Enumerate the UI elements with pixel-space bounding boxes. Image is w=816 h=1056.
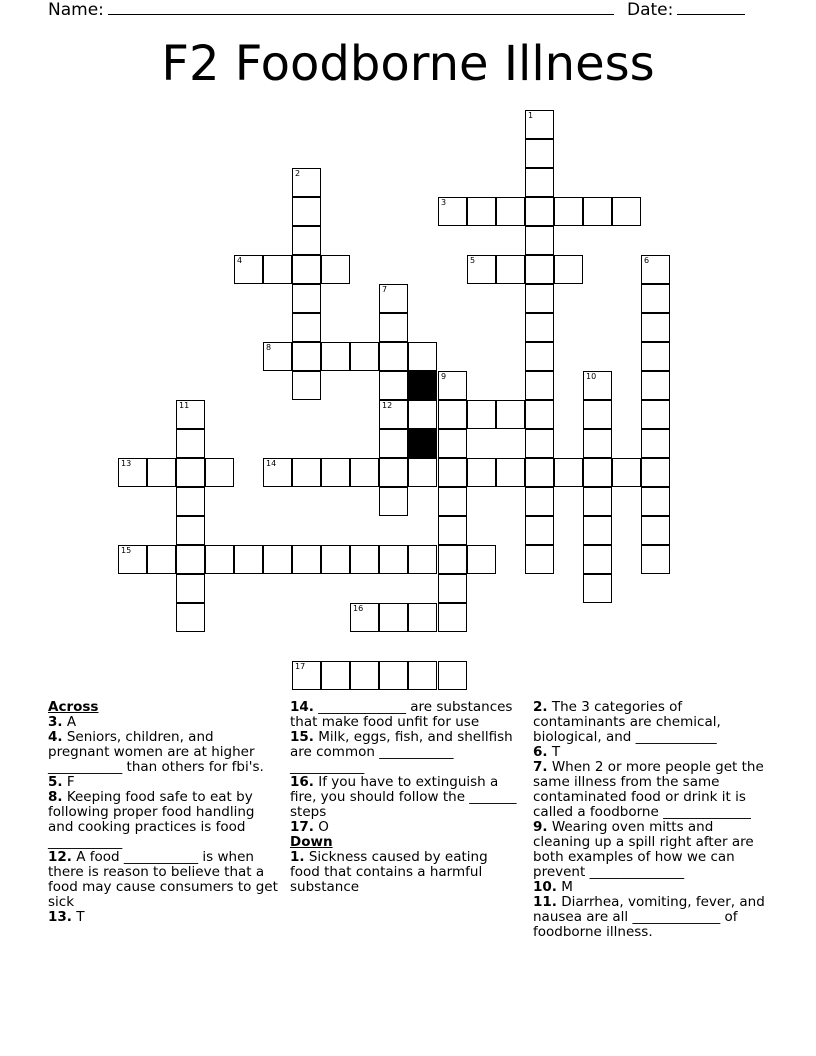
grid-cell[interactable] [292, 313, 321, 342]
grid-cell[interactable] [379, 284, 408, 313]
grid-cell[interactable] [263, 458, 292, 487]
grid-cell[interactable] [554, 255, 583, 284]
clue-number: 10. [533, 879, 557, 895]
grid-cell[interactable] [467, 400, 496, 429]
cell-number: 8 [266, 343, 272, 352]
grid-cell[interactable] [350, 458, 379, 487]
grid-cell[interactable] [525, 139, 554, 168]
cell-number: 3 [441, 198, 447, 207]
grid-cell[interactable] [176, 458, 205, 487]
grid-cell[interactable] [292, 545, 321, 574]
grid-cell[interactable] [292, 661, 321, 690]
grid-cell[interactable] [583, 400, 612, 429]
grid-cell[interactable] [496, 255, 525, 284]
grid-cell[interactable] [641, 342, 670, 371]
black-cell [408, 429, 437, 458]
grid-cell[interactable] [292, 255, 321, 284]
grid-cell[interactable] [467, 255, 496, 284]
grid-cell[interactable] [408, 342, 437, 371]
clue-number: 2. [533, 699, 548, 715]
clue-text: F [62, 774, 75, 790]
clue-text: Keeping food safe to eat by following proper food handling and cooking practices is food ___________ [48, 789, 255, 850]
grid-cell[interactable] [641, 255, 670, 284]
grid-cell[interactable] [321, 661, 350, 690]
grid-cell[interactable] [292, 284, 321, 313]
grid-cell[interactable] [525, 342, 554, 371]
grid-cell[interactable] [641, 284, 670, 313]
clue-item [48, 715, 278, 730]
clue-text: T [547, 744, 561, 760]
grid-cell[interactable] [525, 458, 554, 487]
grid-cell[interactable] [408, 400, 437, 429]
clue-number: 4. [48, 729, 63, 745]
grid-cell[interactable] [234, 255, 263, 284]
grid-cell[interactable] [438, 458, 467, 487]
clue-text: When 2 or more people get the same illness from the same contaminated food or drink it is called a foodborne _____________ [533, 759, 764, 820]
name-label: Name: [48, 0, 104, 20]
clue-item [533, 895, 773, 940]
grid-cell[interactable] [641, 458, 670, 487]
grid-cell[interactable] [292, 168, 321, 197]
cell-number: 7 [382, 285, 388, 294]
grid-cell[interactable] [379, 458, 408, 487]
grid-cell[interactable] [641, 400, 670, 429]
clue-text: _____________ are substances that make food unfit for use [290, 699, 513, 730]
clue-text: Sickness caused by eating food that contains a harmful substance [290, 849, 488, 895]
clue-number: 8. [48, 789, 63, 805]
grid-cell[interactable] [147, 545, 176, 574]
clue-item [290, 730, 520, 775]
grid-cell[interactable] [438, 661, 467, 690]
grid-cell[interactable] [379, 603, 408, 632]
grid-cell[interactable] [525, 284, 554, 313]
clue-text: O [313, 819, 329, 835]
grid-cell[interactable] [641, 313, 670, 342]
cell-number: 11 [179, 401, 190, 410]
grid-cell[interactable] [496, 458, 525, 487]
grid-cell[interactable] [379, 545, 408, 574]
grid-cell[interactable] [525, 371, 554, 400]
clue-number: 13. [48, 909, 72, 925]
grid-cell[interactable] [379, 371, 408, 400]
clue-number: 15. [290, 729, 314, 745]
across-clue-list [48, 715, 278, 925]
grid-cell[interactable] [350, 342, 379, 371]
clue-item [533, 760, 773, 820]
clues-column-2 [290, 700, 520, 895]
grid-cell[interactable] [525, 313, 554, 342]
grid-cell[interactable] [408, 603, 437, 632]
grid-cell[interactable] [263, 255, 292, 284]
grid-cell[interactable] [379, 661, 408, 690]
clue-number: 14. [290, 699, 314, 715]
grid-cell[interactable] [438, 574, 467, 603]
clue-text: If you have to extinguish a fire, you should follow the _______ steps [290, 774, 517, 820]
grid-cell[interactable] [118, 458, 147, 487]
grid-cell[interactable] [379, 487, 408, 516]
grid-cell[interactable] [583, 197, 612, 226]
clue-text: T [71, 909, 85, 925]
grid-cell[interactable] [292, 371, 321, 400]
grid-cell[interactable] [583, 429, 612, 458]
grid-cell[interactable] [525, 255, 554, 284]
across-clue-list-continued [290, 700, 520, 835]
grid-cell[interactable] [525, 226, 554, 255]
grid-cell[interactable] [554, 458, 583, 487]
grid-cell[interactable] [205, 458, 234, 487]
clue-number: 5. [48, 774, 63, 790]
cell-number: 9 [441, 372, 447, 381]
grid-cell[interactable] [641, 429, 670, 458]
grid-cell[interactable] [641, 371, 670, 400]
grid-cell[interactable] [612, 458, 641, 487]
grid-cell[interactable] [147, 458, 176, 487]
cell-number: 15 [121, 546, 132, 555]
grid-cell[interactable] [467, 458, 496, 487]
grid-cell[interactable] [438, 429, 467, 458]
grid-cell[interactable] [612, 197, 641, 226]
grid-cell[interactable] [525, 429, 554, 458]
grid-cell[interactable] [176, 487, 205, 516]
clue-item [48, 790, 278, 850]
clue-item [48, 850, 278, 910]
clue-item [533, 745, 773, 760]
cell-number: 2 [295, 169, 301, 178]
grid-cell[interactable] [292, 458, 321, 487]
grid-cell[interactable] [496, 197, 525, 226]
down-heading: Down [290, 834, 333, 850]
clue-item [290, 820, 520, 835]
grid-cell[interactable] [292, 226, 321, 255]
grid-cell[interactable] [467, 197, 496, 226]
grid-cell[interactable] [438, 487, 467, 516]
down-clue-list [290, 850, 520, 895]
cell-number: 6 [644, 256, 650, 265]
down-clue-list-continued [533, 700, 773, 940]
grid-cell[interactable] [408, 545, 437, 574]
clue-text: Wearing oven mitts and cleaning up a spill right after are both examples of how we can prevent ______________ [533, 819, 754, 880]
grid-cell[interactable] [408, 661, 437, 690]
grid-cell[interactable] [234, 545, 263, 574]
cell-number: 12 [382, 401, 393, 410]
clue-number: 9. [533, 819, 548, 835]
clues-column-1 [48, 700, 278, 925]
clue-item [290, 775, 520, 820]
clue-number: 11. [533, 894, 557, 910]
grid-cell[interactable] [350, 661, 379, 690]
clue-item [533, 700, 773, 745]
cell-number: 17 [295, 662, 306, 671]
grid-cell[interactable] [554, 197, 583, 226]
cell-number: 5 [470, 256, 476, 265]
grid-cell[interactable] [321, 342, 350, 371]
clue-text: Milk, eggs, fish, and shellfish are common ___________ ___________ [290, 729, 513, 775]
grid-cell[interactable] [525, 197, 554, 226]
grid-cell[interactable] [205, 545, 234, 574]
cell-number: 10 [586, 372, 597, 381]
grid-cell[interactable] [321, 458, 350, 487]
grid-cell[interactable] [525, 487, 554, 516]
grid-cell[interactable] [292, 342, 321, 371]
grid-cell[interactable] [525, 400, 554, 429]
clue-text: Seniors, children, and pregnant women are at higher ___________ than others for fbi's. [48, 729, 264, 775]
date-label: Date: [627, 0, 674, 20]
grid-cell[interactable] [438, 400, 467, 429]
grid-cell[interactable] [176, 400, 205, 429]
grid-cell[interactable] [176, 516, 205, 545]
clue-number: 17. [290, 819, 314, 835]
black-cell [408, 371, 437, 400]
cell-number: 13 [121, 459, 132, 468]
clue-text: Diarrhea, vomiting, fever, and nausea are all _____________ of foodborne illness. [533, 894, 765, 940]
grid-cell[interactable] [583, 545, 612, 574]
grid-cell[interactable] [118, 545, 147, 574]
grid-cell[interactable] [176, 603, 205, 632]
grid-cell[interactable] [292, 197, 321, 226]
clue-item [48, 910, 278, 925]
grid-cell[interactable] [438, 371, 467, 400]
grid-cell[interactable] [467, 545, 496, 574]
cell-number: 1 [528, 111, 534, 120]
grid-cell[interactable] [321, 545, 350, 574]
grid-cell[interactable] [641, 487, 670, 516]
clue-text: M [556, 879, 573, 895]
clue-text: A [62, 714, 77, 730]
grid-cell[interactable] [379, 342, 408, 371]
grid-cell[interactable] [263, 342, 292, 371]
clue-number: 12. [48, 849, 72, 865]
grid-cell[interactable] [321, 255, 350, 284]
across-heading: Across [48, 699, 99, 715]
grid-cell[interactable] [525, 110, 554, 139]
grid-cell[interactable] [379, 400, 408, 429]
grid-cell[interactable] [583, 516, 612, 545]
clue-number: 1. [290, 849, 305, 865]
grid-cell[interactable] [438, 545, 467, 574]
clue-text: A food ___________ is when there is reason to believe that a food may cause consumers to get sick [48, 849, 278, 910]
clue-number: 7. [533, 759, 548, 775]
grid-cell[interactable] [350, 603, 379, 632]
clue-item [290, 700, 520, 730]
grid-cell[interactable] [496, 400, 525, 429]
grid-cell[interactable] [263, 545, 292, 574]
cell-number: 14 [266, 459, 277, 468]
clue-number: 6. [533, 744, 548, 760]
grid-cell[interactable] [438, 516, 467, 545]
page-title: F2 Foodborne Illness [161, 36, 655, 92]
clue-item [533, 820, 773, 880]
grid-cell[interactable] [379, 313, 408, 342]
grid-cell[interactable] [525, 545, 554, 574]
cell-number: 4 [237, 256, 243, 265]
grid-cell[interactable] [583, 574, 612, 603]
grid-cell[interactable] [438, 603, 467, 632]
grid-cell[interactable] [583, 371, 612, 400]
grid-cell[interactable] [583, 458, 612, 487]
grid-cell[interactable] [379, 429, 408, 458]
clue-item [48, 730, 278, 775]
grid-cell[interactable] [641, 516, 670, 545]
clue-number: 16. [290, 774, 314, 790]
grid-cell[interactable] [641, 545, 670, 574]
clue-item [48, 775, 278, 790]
grid-cell[interactable] [408, 458, 437, 487]
grid-cell[interactable] [176, 574, 205, 603]
clue-text: The 3 categories of contaminants are chemical, biological, and ____________ [533, 699, 721, 745]
grid-cell[interactable] [583, 487, 612, 516]
grid-cell[interactable] [176, 429, 205, 458]
grid-cell[interactable] [525, 516, 554, 545]
grid-cell[interactable] [525, 168, 554, 197]
clues-column-3 [533, 700, 773, 940]
clue-item [533, 880, 773, 895]
grid-cell[interactable] [176, 545, 205, 574]
clue-item [290, 850, 520, 895]
cell-number: 16 [353, 604, 364, 613]
grid-cell[interactable] [438, 197, 467, 226]
clue-number: 3. [48, 714, 63, 730]
grid-cell[interactable] [350, 545, 379, 574]
